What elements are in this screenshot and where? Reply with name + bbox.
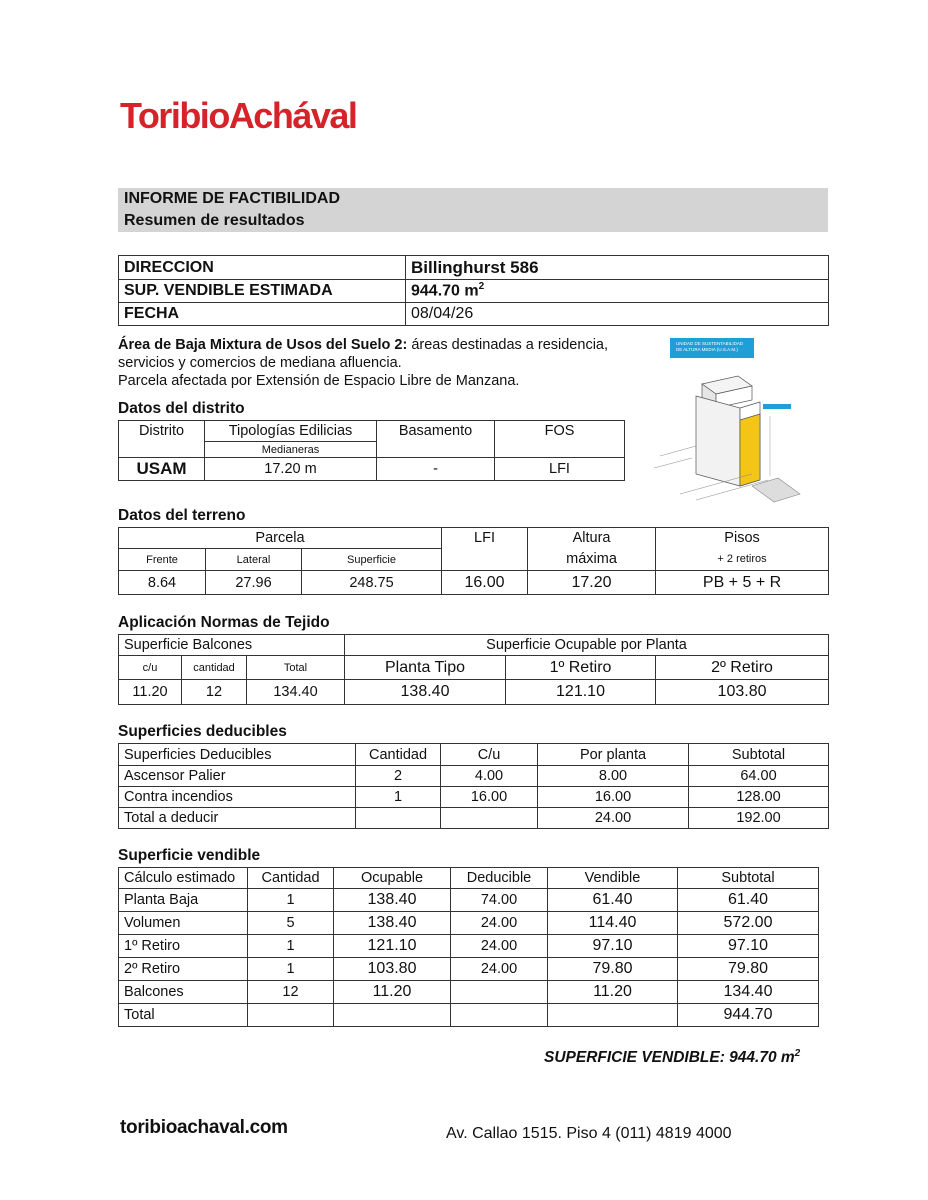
deducibles-col-header: Superficies Deducibles	[119, 744, 356, 766]
table-cell: 79.80	[548, 958, 678, 981]
table-cell: Balcones	[119, 981, 248, 1004]
table-cell: 138.40	[334, 912, 451, 935]
maxima-header: máxima	[528, 549, 656, 571]
vendible-col-header: Deducible	[451, 868, 548, 889]
altura-header: Altura	[528, 528, 656, 549]
table-cell: Ascensor Palier	[119, 766, 356, 787]
badge-line-2: DE ALTURA MEDIA (U.S.A.M.)	[676, 347, 738, 352]
superficie-header: Superficie	[302, 549, 442, 571]
table-cell: 24.00	[538, 808, 689, 829]
distrito-value: USAM	[119, 458, 205, 481]
deducibles-col-header: C/u	[441, 744, 538, 766]
deducibles-col-header: Subtotal	[689, 744, 829, 766]
lfi-header: LFI	[442, 528, 528, 549]
cu-value: 11.20	[119, 680, 182, 705]
table-cell: 16.00	[538, 787, 689, 808]
table-cell: 1	[356, 787, 441, 808]
balcones-total-value: 134.40	[247, 680, 345, 705]
frente-value: 8.64	[119, 571, 206, 595]
table-cell: 128.00	[689, 787, 829, 808]
table-cell	[548, 1004, 678, 1027]
table-cell: 24.00	[451, 912, 548, 935]
table-cell: 1º Retiro	[119, 935, 248, 958]
tipologias-header: Tipologías Edilicias	[205, 421, 377, 442]
badge-height: 17,20 m	[728, 354, 745, 359]
direccion-label: DIRECCION	[119, 256, 406, 280]
planta-tipo-value: 138.40	[345, 680, 506, 705]
vendible-col-header: Subtotal	[678, 868, 819, 889]
table-cell: 114.40	[548, 912, 678, 935]
deducibles-title: Superficies deducibles	[118, 723, 287, 740]
table-cell: 192.00	[689, 808, 829, 829]
superficie-value: 248.75	[302, 571, 442, 595]
table-cell: 1	[248, 958, 334, 981]
fecha-label: FECHA	[119, 303, 406, 326]
lateral-header: Lateral	[206, 549, 302, 571]
summary-table	[118, 255, 829, 326]
direccion-value: Billinghurst 586	[406, 256, 829, 280]
table-cell: 572.00	[678, 912, 819, 935]
basamento-header: Basamento	[377, 421, 495, 442]
total-text: SUPERFICIE VENDIBLE: 944.70 m	[544, 1049, 795, 1067]
superficie-vendible-total: SUPERFICIE VENDIBLE: 944.70 $m^2$	[544, 1048, 801, 1067]
lfi-value: 16.00	[442, 571, 528, 595]
fecha-value: 08/04/26	[406, 303, 829, 326]
table-cell: 61.40	[678, 889, 819, 912]
total-header: Total	[247, 656, 345, 680]
logo-text-1: Toribio	[120, 95, 229, 136]
table-row	[119, 958, 819, 981]
table-cell: Planta Baja	[119, 889, 248, 912]
table-cell: 4.00	[441, 766, 538, 787]
fos-value: LFI	[495, 458, 625, 481]
table-cell	[356, 808, 441, 829]
basamento-value: -	[377, 458, 495, 481]
normas-table	[118, 634, 829, 705]
report-subtitle: Resumen de resultados	[124, 212, 305, 229]
vendible-col-header: Cantidad	[248, 868, 334, 889]
fos-header: FOS	[495, 421, 625, 442]
table-cell: Volumen	[119, 912, 248, 935]
cu-header: c/u	[119, 656, 182, 680]
cantidad-header: cantidad	[182, 656, 247, 680]
pisos-header: Pisos	[656, 528, 829, 549]
vendible-table	[118, 867, 819, 1027]
segundo-retiro-value: 103.80	[656, 680, 829, 705]
retiro-volume	[740, 414, 760, 486]
table-row	[119, 766, 829, 787]
distrito-table	[118, 420, 625, 481]
table-row	[119, 808, 829, 829]
lateral-value: 27.96	[206, 571, 302, 595]
table-cell	[451, 981, 548, 1004]
table-cell: 11.20	[334, 981, 451, 1004]
sup-vendible-label: SUP. VENDIBLE ESTIMADA	[119, 280, 406, 303]
table-cell: 24.00	[451, 935, 548, 958]
table-row	[119, 912, 819, 935]
zone-name: Área de Baja Mixtura de Usos del Suelo 2:	[118, 337, 408, 353]
table-cell	[441, 808, 538, 829]
table-cell: 2º Retiro	[119, 958, 248, 981]
medianeras-header: Medianeras	[205, 442, 377, 458]
segundo-retiro-header: 2º Retiro	[656, 656, 829, 680]
planta-tipo-header: Planta Tipo	[345, 656, 506, 680]
balcones-header: Superficie Balcones	[119, 635, 345, 656]
deducibles-col-header: Cantidad	[356, 744, 441, 766]
office-address: Av. Callao 1515. Piso 4 (011) 4819 4000	[446, 1125, 732, 1142]
table-cell: 134.40	[678, 981, 819, 1004]
normas-title: Aplicación Normas de Tejido	[118, 614, 330, 631]
ocupable-header: Superficie Ocupable por Planta	[345, 635, 829, 656]
parcela-header: Parcela	[119, 528, 442, 549]
terreno-title: Datos del terreno	[118, 507, 246, 524]
sup-vendible-cell: 944.70 $m^2$	[406, 280, 829, 303]
pisos-value: PB + 5 + R	[656, 571, 829, 595]
primer-retiro-header: 1º Retiro	[506, 656, 656, 680]
cantidad-value: 12	[182, 680, 247, 705]
vendible-col-header: Cálculo estimado	[119, 868, 248, 889]
terreno-table	[118, 527, 829, 595]
table-cell: Total	[119, 1004, 248, 1027]
table-cell: 138.40	[334, 889, 451, 912]
table-cell: Contra incendios	[119, 787, 356, 808]
table-cell: 944.70	[678, 1004, 819, 1027]
company-logo	[120, 95, 357, 136]
table-cell: 103.80	[334, 958, 451, 981]
table-cell: 1	[248, 935, 334, 958]
report-title: INFORME DE FACTIBILIDAD	[124, 190, 340, 207]
table-row	[119, 889, 819, 912]
frente-header: Frente	[119, 549, 206, 571]
table-cell: 16.00	[441, 787, 538, 808]
table-cell: 79.80	[678, 958, 819, 981]
zone-text: áreas destinadas a residencia, servicios y comercios de mediana afluencia.	[118, 337, 609, 371]
table-cell: 97.10	[678, 935, 819, 958]
table-cell: 11.20	[548, 981, 678, 1004]
table-cell: 2	[356, 766, 441, 787]
primer-retiro-value: 121.10	[506, 680, 656, 705]
table-row	[119, 1004, 819, 1027]
table-cell: 64.00	[689, 766, 829, 787]
distrito-title: Datos del distrito	[118, 400, 245, 417]
deducibles-table	[118, 743, 829, 829]
vendible-title: Superficie vendible	[118, 847, 261, 864]
table-cell: 12	[248, 981, 334, 1004]
table-cell: 1	[248, 889, 334, 912]
vendible-col-header: Vendible	[548, 868, 678, 889]
retiros-header: + 2 retiros	[656, 549, 829, 571]
table-cell	[334, 1004, 451, 1027]
table-cell: 97.10	[548, 935, 678, 958]
table-cell: 121.10	[334, 935, 451, 958]
table-cell	[248, 1004, 334, 1027]
altura-value: 17.20	[528, 571, 656, 595]
table-cell: 24.00	[451, 958, 548, 981]
report-header	[118, 188, 828, 232]
altura-distrito-value: 17.20 m	[205, 458, 377, 481]
table-row	[119, 981, 819, 1004]
table-row	[119, 787, 829, 808]
table-cell: Total a deducir	[119, 808, 356, 829]
website-link[interactable]: toribioachaval.com	[120, 1117, 288, 1138]
table-cell: 8.00	[538, 766, 689, 787]
parcel-note: Parcela afectada por Extensión de Espacio Libre de Manzana.	[118, 373, 520, 389]
distrito-header: Distrito	[119, 421, 205, 442]
table-cell: 61.40	[548, 889, 678, 912]
deducibles-col-header: Por planta	[538, 744, 689, 766]
table-cell: 74.00	[451, 889, 548, 912]
table-cell	[451, 1004, 548, 1027]
badge-line-1: UNIDAD DE SUSTENTABILIDAD	[676, 341, 744, 346]
zone-description	[118, 336, 648, 390]
building-diagram	[640, 336, 820, 516]
table-cell: 5	[248, 912, 334, 935]
sup-vendible-value: 944.70 m	[411, 282, 479, 300]
table-row	[119, 935, 819, 958]
vendible-col-header: Ocupable	[334, 868, 451, 889]
logo-text-2: Achával	[228, 95, 357, 136]
